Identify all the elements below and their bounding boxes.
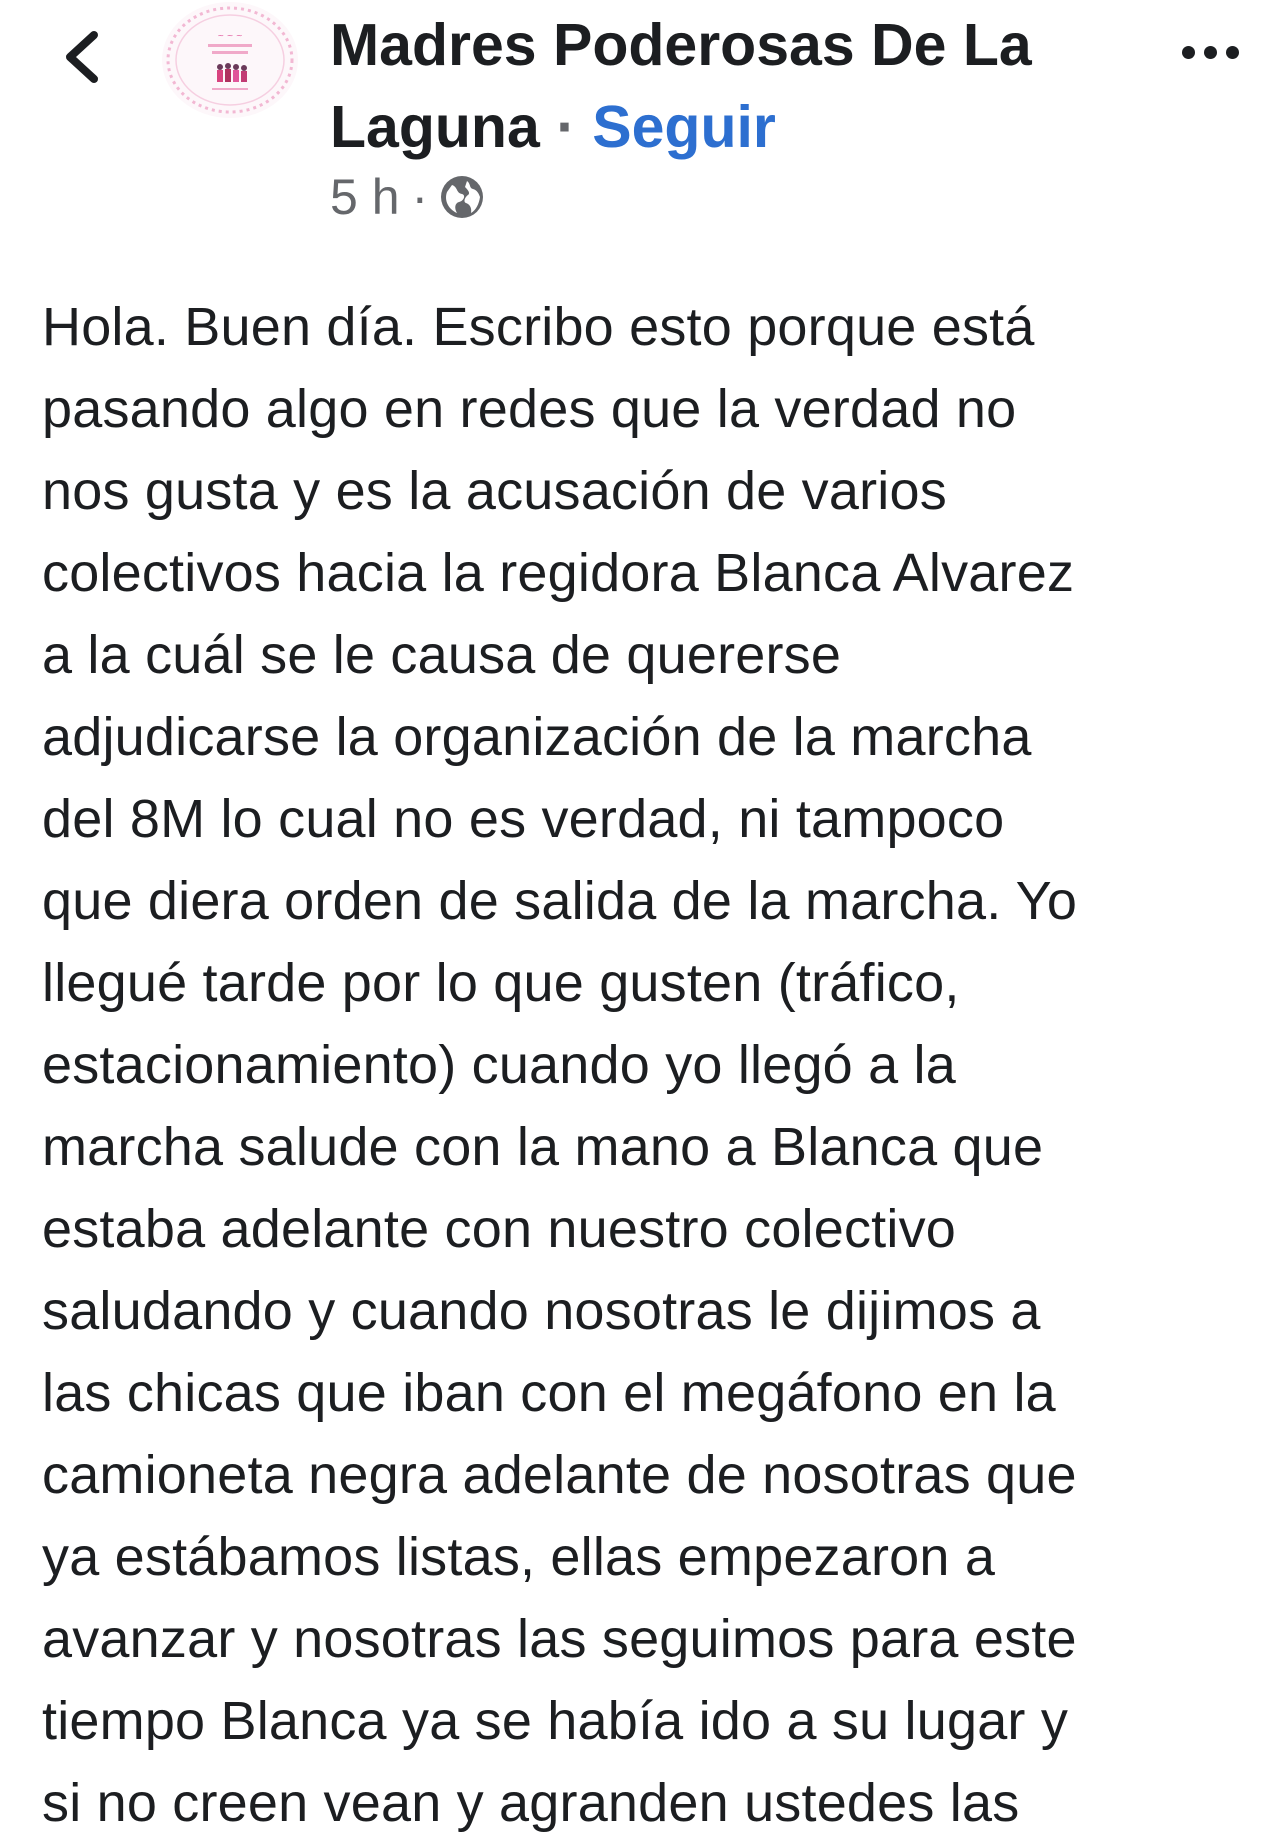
more-options-icon [1182,46,1195,59]
page-name-link[interactable]: Madres Poderosas De La Laguna [330,12,1032,160]
svg-text:~ ~ ~: ~ ~ ~ [217,31,243,40]
title-separator: · [556,94,576,160]
more-options-button[interactable] [1160,30,1260,74]
author-block [330,4,1130,168]
chevron-left-icon [62,29,102,85]
follow-button[interactable]: Seguir [592,94,776,160]
more-options-icon-dot [1226,46,1239,59]
post-header [0,0,1280,240]
post-timestamp[interactable]: 5 h [330,169,400,225]
post-body [42,286,1257,1846]
meta-separator: · [411,169,429,225]
post-text: Hola. Buen día. Escribo esto porque está pasando algo en redes que la verdad no nos gusta y es la acusación de varios colectivos hacia la regidora Blanca Alvarez a la cuál se le causa de quererse adjudicarse la organización de la marcha del 8M lo cual no es verdad, ni tampoco que diera orden de salida de la marcha. Yo llegué tarde por lo que gusten (tráfico, estacionamiento) cuando yo llegó a la marcha salude con la mano a Blanca que estaba adelante con nuestro colectivo saludando y cuando nosotras le dijimos a las chicas que iban con el megáfono en la camioneta negra adelante de nosotras que ya estábamos listas, ellas empezaron a avanzar y nosotras las seguimos para este tiempo Blanca ya se había ido a su lugar y si no creen vean y agranden ustedes las [42,297,1078,1833]
back-button[interactable] [52,22,112,92]
more-options-icon-dot [1204,46,1217,59]
page-avatar-logo [160,0,300,120]
avatar[interactable] [160,0,300,120]
globe-icon [438,173,486,221]
post-meta [330,168,486,226]
author-line [330,4,1130,168]
